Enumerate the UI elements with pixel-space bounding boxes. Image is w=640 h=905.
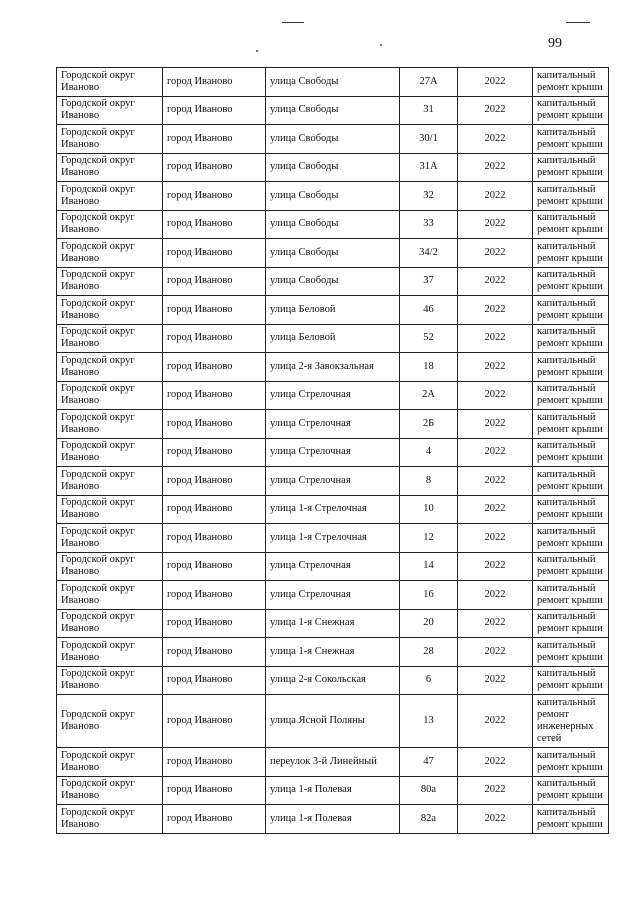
cell-district: Городской округ Иваново: [57, 467, 163, 496]
cell-house-number: 46: [400, 296, 458, 325]
cell-house-number: 13: [400, 695, 458, 748]
cell-street: улица Стрелочная: [266, 381, 400, 410]
cell-district: Городской округ Иваново: [57, 153, 163, 182]
cell-district: Городской округ Иваново: [57, 581, 163, 610]
cell-house-number: 10: [400, 495, 458, 524]
cell-house-number: 37: [400, 267, 458, 296]
cell-house-number: 28: [400, 638, 458, 667]
cell-year: 2022: [458, 552, 533, 581]
cell-work-type: капитальный ремонт крыши: [533, 638, 609, 667]
table-row: [57, 182, 609, 211]
cell-street: улица 1-я Полевая: [266, 776, 400, 805]
cell-year: 2022: [458, 748, 533, 777]
cell-work-type: капитальный ремонт крыши: [533, 438, 609, 467]
cell-street: улица Стрелочная: [266, 410, 400, 439]
cell-street: улица Свободы: [266, 96, 400, 125]
table-row: [57, 410, 609, 439]
cell-year: 2022: [458, 609, 533, 638]
cell-work-type: капитальный ремонт крыши: [533, 153, 609, 182]
cell-house-number: 31: [400, 96, 458, 125]
cell-house-number: 33: [400, 210, 458, 239]
cell-house-number: 30/1: [400, 125, 458, 154]
cell-work-type: капитальный ремонт крыши: [533, 68, 609, 97]
cell-work-type: капитальный ремонт крыши: [533, 210, 609, 239]
cell-house-number: 31А: [400, 153, 458, 182]
cell-district: Городской округ Иваново: [57, 776, 163, 805]
cell-street: улица Стрелочная: [266, 552, 400, 581]
cell-street: улица Беловой: [266, 296, 400, 325]
cell-house-number: 12: [400, 524, 458, 553]
table-row: [57, 68, 609, 97]
cell-city: город Иваново: [163, 666, 266, 695]
cell-city: город Иваново: [163, 410, 266, 439]
cell-district: Городской округ Иваново: [57, 381, 163, 410]
cell-work-type: капитальный ремонт крыши: [533, 609, 609, 638]
cell-street: улица 1-я Полевая: [266, 805, 400, 834]
table-row: [57, 125, 609, 154]
table-row: [57, 695, 609, 748]
cell-house-number: 20: [400, 609, 458, 638]
cell-street: улица 1-я Стрелочная: [266, 524, 400, 553]
cell-house-number: 4: [400, 438, 458, 467]
table-row: [57, 524, 609, 553]
cell-city: город Иваново: [163, 153, 266, 182]
cell-district: Городской округ Иваново: [57, 609, 163, 638]
cell-year: 2022: [458, 182, 533, 211]
cell-year: 2022: [458, 381, 533, 410]
cell-year: 2022: [458, 153, 533, 182]
cell-city: город Иваново: [163, 296, 266, 325]
cell-district: Городской округ Иваново: [57, 68, 163, 97]
cell-year: 2022: [458, 524, 533, 553]
cell-city: город Иваново: [163, 324, 266, 353]
cell-work-type: капитальный ремонт крыши: [533, 381, 609, 410]
cell-district: Городской округ Иваново: [57, 695, 163, 748]
cell-city: город Иваново: [163, 805, 266, 834]
cell-work-type: капитальный ремонт крыши: [533, 410, 609, 439]
cell-work-type: капитальный ремонт крыши: [533, 776, 609, 805]
cell-year: 2022: [458, 96, 533, 125]
cell-year: 2022: [458, 410, 533, 439]
scan-dot: [256, 50, 258, 52]
cell-district: Городской округ Иваново: [57, 353, 163, 382]
cell-city: город Иваново: [163, 267, 266, 296]
table-row: [57, 467, 609, 496]
cell-work-type: капитальный ремонт крыши: [533, 805, 609, 834]
cell-year: 2022: [458, 776, 533, 805]
cell-district: Городской округ Иваново: [57, 524, 163, 553]
cell-street: улица Свободы: [266, 125, 400, 154]
cell-street: улица 1-я Снежная: [266, 638, 400, 667]
cell-city: город Иваново: [163, 353, 266, 382]
cell-year: 2022: [458, 695, 533, 748]
cell-work-type: капитальный ремонт крыши: [533, 239, 609, 268]
cell-city: город Иваново: [163, 495, 266, 524]
table-row: [57, 438, 609, 467]
cell-city: город Иваново: [163, 125, 266, 154]
cell-district: Городской округ Иваново: [57, 267, 163, 296]
cell-house-number: 82а: [400, 805, 458, 834]
cell-district: Городской округ Иваново: [57, 239, 163, 268]
cell-street: переулок 3-й Линейный: [266, 748, 400, 777]
cell-year: 2022: [458, 467, 533, 496]
cell-street: улица 1-я Стрелочная: [266, 495, 400, 524]
table-row: [57, 581, 609, 610]
cell-street: улица Свободы: [266, 68, 400, 97]
cell-street: улица Свободы: [266, 210, 400, 239]
cell-district: Городской округ Иваново: [57, 96, 163, 125]
cell-street: улица Стрелочная: [266, 581, 400, 610]
cell-year: 2022: [458, 438, 533, 467]
cell-street: улица Свободы: [266, 153, 400, 182]
cell-district: Городской округ Иваново: [57, 296, 163, 325]
scan-dot: [380, 44, 382, 46]
cell-street: улица Беловой: [266, 324, 400, 353]
cell-city: город Иваново: [163, 609, 266, 638]
table-row: [57, 495, 609, 524]
cell-city: город Иваново: [163, 210, 266, 239]
cell-city: город Иваново: [163, 776, 266, 805]
table-body: [57, 68, 609, 834]
cell-house-number: 6: [400, 666, 458, 695]
table-row: [57, 239, 609, 268]
page-number: 99: [548, 36, 562, 51]
cell-year: 2022: [458, 805, 533, 834]
cell-work-type: капитальный ремонт крыши: [533, 125, 609, 154]
cell-year: 2022: [458, 353, 533, 382]
scan-mark: [566, 22, 590, 23]
cell-city: город Иваново: [163, 552, 266, 581]
cell-city: город Иваново: [163, 438, 266, 467]
table-row: [57, 324, 609, 353]
cell-city: город Иваново: [163, 581, 266, 610]
cell-year: 2022: [458, 125, 533, 154]
cell-district: Городской округ Иваново: [57, 805, 163, 834]
cell-city: город Иваново: [163, 96, 266, 125]
cell-year: 2022: [458, 324, 533, 353]
cell-street: улица Ясной Поляны: [266, 695, 400, 748]
cell-house-number: 34/2: [400, 239, 458, 268]
cell-district: Городской округ Иваново: [57, 552, 163, 581]
cell-city: город Иваново: [163, 239, 266, 268]
table-row: [57, 267, 609, 296]
cell-street: улица 2-я Сокольская: [266, 666, 400, 695]
cell-city: город Иваново: [163, 381, 266, 410]
cell-year: 2022: [458, 666, 533, 695]
table-row: [57, 776, 609, 805]
cell-street: улица Свободы: [266, 239, 400, 268]
cell-district: Городской округ Иваново: [57, 182, 163, 211]
cell-city: город Иваново: [163, 638, 266, 667]
cell-work-type: капитальный ремонт крыши: [533, 581, 609, 610]
cell-work-type: капитальный ремонт крыши: [533, 296, 609, 325]
cell-year: 2022: [458, 495, 533, 524]
cell-year: 2022: [458, 239, 533, 268]
cell-house-number: 27А: [400, 68, 458, 97]
cell-work-type: капитальный ремонт крыши: [533, 524, 609, 553]
cell-house-number: 52: [400, 324, 458, 353]
cell-street: улица Свободы: [266, 182, 400, 211]
cell-house-number: 18: [400, 353, 458, 382]
cell-house-number: 14: [400, 552, 458, 581]
cell-work-type: капитальный ремонт крыши: [533, 467, 609, 496]
table-row: [57, 805, 609, 834]
cell-year: 2022: [458, 210, 533, 239]
cell-work-type: капитальный ремонт крыши: [533, 96, 609, 125]
cell-district: Городской округ Иваново: [57, 666, 163, 695]
cell-work-type: капитальный ремонт крыши: [533, 495, 609, 524]
cell-city: город Иваново: [163, 524, 266, 553]
cell-work-type: капитальный ремонт инженерных сетей: [533, 695, 609, 748]
cell-district: Городской округ Иваново: [57, 638, 163, 667]
cell-work-type: капитальный ремонт крыши: [533, 353, 609, 382]
cell-street: улица 2-я Завокзальная: [266, 353, 400, 382]
cell-year: 2022: [458, 68, 533, 97]
cell-street: улица Свободы: [266, 267, 400, 296]
table-row: [57, 381, 609, 410]
cell-house-number: 2Б: [400, 410, 458, 439]
cell-city: город Иваново: [163, 182, 266, 211]
table-row: [57, 296, 609, 325]
cell-work-type: капитальный ремонт крыши: [533, 324, 609, 353]
cell-district: Городской округ Иваново: [57, 748, 163, 777]
registry-table: [56, 67, 609, 834]
table-row: [57, 609, 609, 638]
table-row: [57, 96, 609, 125]
table-row: [57, 748, 609, 777]
table-row: [57, 153, 609, 182]
table-row: [57, 638, 609, 667]
table-row: [57, 666, 609, 695]
cell-work-type: капитальный ремонт крыши: [533, 666, 609, 695]
cell-house-number: 2А: [400, 381, 458, 410]
cell-district: Городской округ Иваново: [57, 410, 163, 439]
cell-house-number: 32: [400, 182, 458, 211]
cell-work-type: капитальный ремонт крыши: [533, 552, 609, 581]
cell-house-number: 47: [400, 748, 458, 777]
cell-city: город Иваново: [163, 748, 266, 777]
cell-work-type: капитальный ремонт крыши: [533, 182, 609, 211]
cell-city: город Иваново: [163, 467, 266, 496]
cell-work-type: капитальный ремонт крыши: [533, 267, 609, 296]
table-row: [57, 552, 609, 581]
cell-city: город Иваново: [163, 695, 266, 748]
cell-house-number: 80а: [400, 776, 458, 805]
cell-district: Городской округ Иваново: [57, 210, 163, 239]
cell-district: Городской округ Иваново: [57, 324, 163, 353]
table-row: [57, 353, 609, 382]
cell-district: Городской округ Иваново: [57, 438, 163, 467]
cell-house-number: 16: [400, 581, 458, 610]
cell-street: улица 1-я Снежная: [266, 609, 400, 638]
table-row: [57, 210, 609, 239]
cell-city: город Иваново: [163, 68, 266, 97]
cell-year: 2022: [458, 296, 533, 325]
cell-year: 2022: [458, 267, 533, 296]
scan-mark: [282, 22, 304, 23]
cell-work-type: капитальный ремонт крыши: [533, 748, 609, 777]
cell-street: улица Стрелочная: [266, 438, 400, 467]
cell-year: 2022: [458, 638, 533, 667]
cell-street: улица Стрелочная: [266, 467, 400, 496]
cell-district: Городской округ Иваново: [57, 495, 163, 524]
cell-year: 2022: [458, 581, 533, 610]
cell-house-number: 8: [400, 467, 458, 496]
cell-district: Городской округ Иваново: [57, 125, 163, 154]
